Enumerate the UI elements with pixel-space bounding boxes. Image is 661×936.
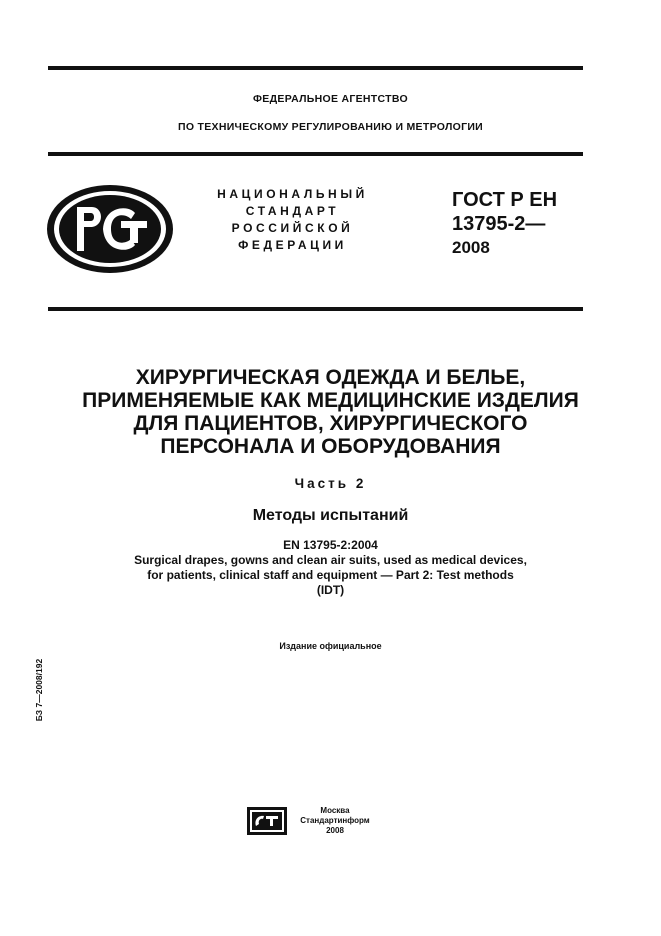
en-code: EN 13795-2:2004 <box>283 538 378 552</box>
title-line-3: ДЛЯ ПАЦИЕНТОВ, ХИРУРГИЧЕСКОГО <box>133 412 528 435</box>
title-line-2: ПРИМЕНЯЕМЫЕ КАК МЕДИЦИНСКИЕ ИЗДЕЛИЯ <box>82 389 579 412</box>
designation-line-1: ГОСТ Р ЕН <box>452 189 558 211</box>
publisher-name: Стандартинформ <box>300 816 370 825</box>
designation-line-2: 13795-2— <box>452 213 546 235</box>
title-line-1: ХИРУРГИЧЕСКАЯ ОДЕЖДА И БЕЛЬЕ, <box>135 366 526 389</box>
mid-rule <box>48 307 583 311</box>
document-title <box>0 366 661 458</box>
en-line-3: (IDT) <box>316 583 345 597</box>
rst-logo-icon <box>45 183 175 275</box>
standard-type-block <box>205 186 380 254</box>
en-line-1: Surgical drapes, gowns and clean air suits, used as medical devices, <box>134 553 527 567</box>
publisher-year: 2008 <box>326 826 344 835</box>
standard-type-line-3: РОССИЙСКОЙ <box>231 221 354 235</box>
standard-type-line-2: СТАНДАРТ <box>245 204 340 218</box>
edition-label: Издание официальное <box>279 641 382 651</box>
title-line-4: ПЕРСОНАЛА И ОБОРУДОВАНИЯ <box>160 435 501 458</box>
part-label: Часть 2 <box>294 476 367 491</box>
standard-type-line-1: НАЦИОНАЛЬНЫЙ <box>217 187 368 201</box>
agency-line-1: ФЕДЕРАЛЬНОЕ АГЕНТСТВО <box>253 93 408 105</box>
standard-designation <box>452 188 557 260</box>
subtitle: Методы испытаний <box>252 507 409 524</box>
publisher-block <box>290 806 380 836</box>
header-rule <box>48 152 583 156</box>
designation-line-3: 2008 <box>452 238 490 257</box>
standartinform-logo-icon <box>246 806 288 836</box>
en-line-2: for patients, clinical staff and equipment — Part 2: Test methods <box>147 568 514 582</box>
side-note: БЗ 7—2008/192 <box>34 658 44 722</box>
english-title-block <box>0 538 661 598</box>
standard-type-line-4: ФЕДЕРАЦИИ <box>238 238 347 252</box>
publisher-city: Москва <box>320 806 350 815</box>
agency-line-2: ПО ТЕХНИЧЕСКОМУ РЕГУЛИРОВАНИЮ И МЕТРОЛОГИИ <box>177 121 484 133</box>
top-rule <box>48 66 583 70</box>
